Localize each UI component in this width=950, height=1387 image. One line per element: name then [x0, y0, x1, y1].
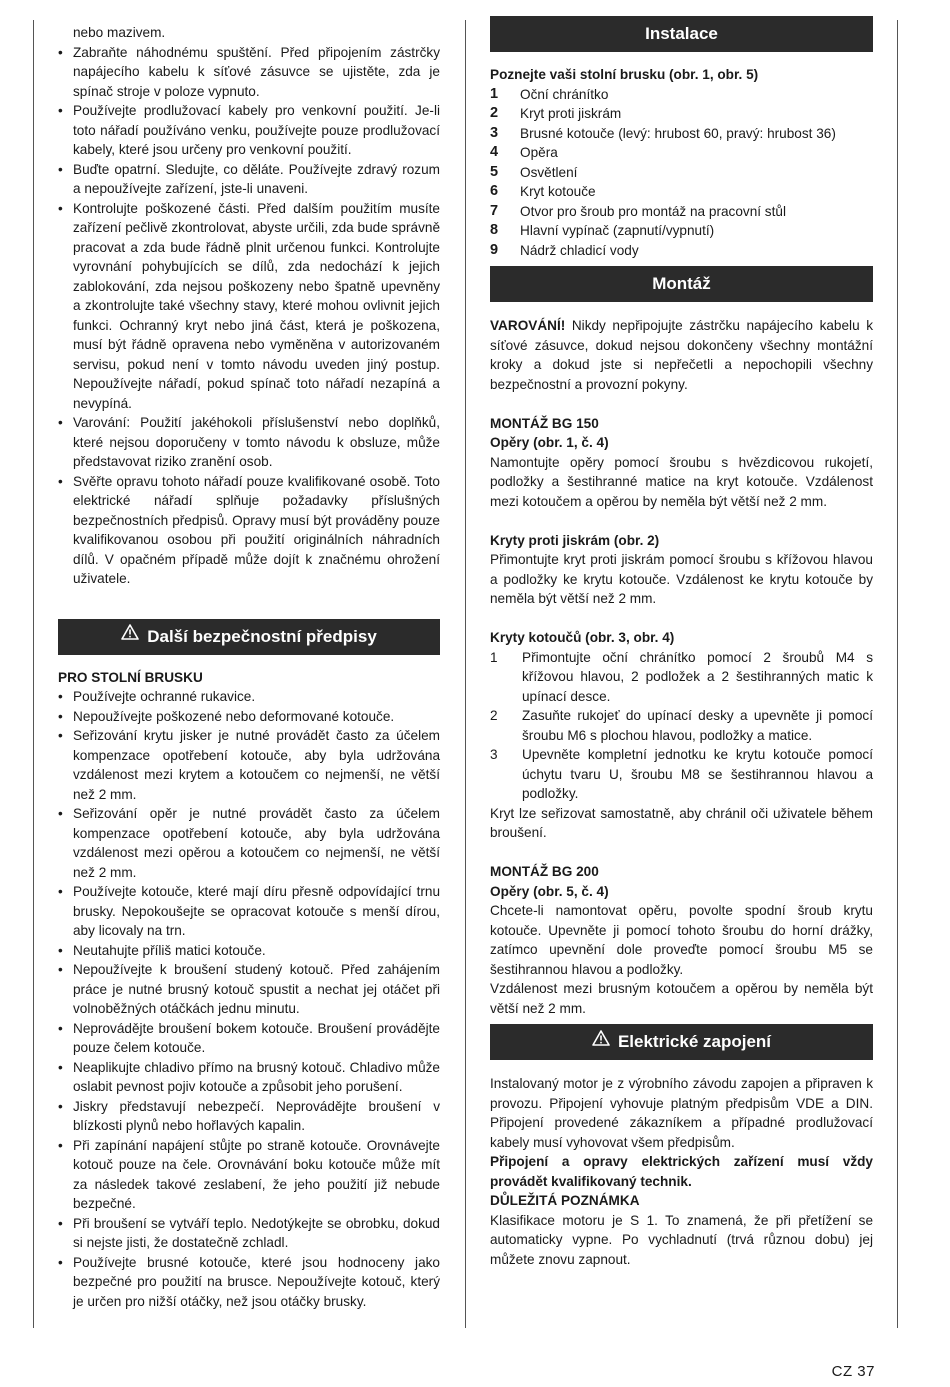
list-item: • Seřizování krytu jisker je nutné provádět často za účelem kompenzace opotřebení kotouče, aby byla udržována vzdálenost mezi krytem a kotoučem co nejmenší, ne větší než 2 mm.: [58, 726, 440, 804]
center-rule: [465, 20, 466, 1328]
section-header-instalace: [490, 16, 873, 52]
list-item: • Při broušení se vytváří teplo. Nedotýkejte se obrobku, dokud si nejste jisti, že dostatečně zchladl.: [58, 1214, 440, 1253]
bg150-opery-heading: Opěry (obr. 1, č. 4): [490, 435, 609, 450]
list-item: • Neaplikujte chladivo přímo na brusný kotouč. Chladivo může oslabit pevnost pojiv kotouče a způsobit jeho porušení.: [58, 1058, 440, 1097]
bg200-text-2: Vzdálenost mezi brusným kotoučem a opěrou by neměla být větší než 2 mm.: [490, 981, 873, 1016]
list-item: 3 Upevněte kompletní jednotku ke krytu kotouče pomocí úchytu tvaru U, šroubu M8 se šestihrannou hlavou a podložky.: [490, 747, 873, 801]
warning-label: VAROVÁNÍ!: [490, 318, 566, 333]
kryty-jiskry-heading: Kryty proti jiskrám (obr. 2): [490, 532, 660, 548]
list-item: 2 Zasuňte rukojeť do upínací desky a upevněte ji pomocí šroubu M6 s plochou hlavou, podložky a matice.: [490, 708, 873, 743]
warning-paragraph: VAROVÁNÍ! Nikdy nepřipojujte zástrčku napájecího kabelu k síťové zásuvce, dokud nejsou dokončeny všechny montážní kroky a dokud jste si nepřečetli a nepochopili všechny bezpečnostní a provozní pokyny.: [490, 318, 873, 392]
bg150-heading: MONTÁŽ BG 150: [490, 415, 599, 431]
parts-heading: Poznejte vaši stolní brusku (obr. 1, obr. 5): [490, 67, 759, 82]
section-title: Montáž: [652, 274, 711, 293]
list-item: • Neutahujte příliš matici kotouče.: [58, 941, 440, 961]
list-item: • Zabraňte náhodnému spuštění. Před připojením zástrčky napájecího kabelu k síťové zásuvce se ujistěte, zda je spínač stroje v poloze vypnuto.: [58, 43, 440, 102]
list-item: • Nepoužívejte poškozené nebo deformované kotouče.: [58, 707, 440, 727]
list-item: • Používejte prodlužovací kabely pro venkovní použití. Je-li toto nářadí používáno venku, používejte pouze prodlužovací kabely, které jsou určeny pro venkovní použití.: [58, 101, 440, 160]
list-item: 1 Oční chránítko: [490, 85, 609, 102]
list-item: 3 Brusné kotouče (levý: hrubost 60, pravý: hrubost 36): [490, 124, 836, 141]
section-title: Další bezpečnostní předpisy: [147, 626, 377, 646]
list-item: 6 Kryt kotouče: [490, 183, 596, 199]
list-item: 8 Hlavní vypínač (zapnutí/vypnutí): [490, 222, 715, 238]
right-margin-rule: [897, 20, 898, 1328]
warning-triangle-icon: [592, 1023, 610, 1059]
list-item: 4 Opěra: [490, 144, 558, 160]
list-item: 5 Osvětlení: [490, 163, 578, 180]
list-item: 1 Přimontujte oční chránítko pomocí 2 šroubů M4 s křížovou hlavou, 2 podložek a 2 šestihranných matic k upínací desce.: [490, 649, 873, 704]
important-note-text: Klasifikace motoru je S 1. To znamená, že při přetížení se automaticky vypne. Po vychladnutí (trvá různou dobu) jej můžete znovu zapnout.: [490, 1212, 873, 1267]
list-item: • Svěřte opravu tohoto nářadí pouze kvalifikované osobě. Toto elektrické nářadí splňuje požadavky příslušných bezpečnostních předpisů. Opravy musí být prováděny pouze kvalifikovanou osobou při použití originálních náhradních dílů. V opačném případě může dojít k značnému ohrožení uživatele.: [58, 472, 440, 589]
list-item: • Kontrolujte poškozené části. Před dalším použitím musíte zařízení pečlivě zkontrolovat, abyste určili, zda bude správně pracovat a zda bude řádně plnit určenou funkci. Kontrolujte vyrovnání pohybujících se dílů, zda nedochází k jejich zablokování, zda nejsou poškozeny nebo špatně upevněny a zkontrolujte také všechny stavy, které mohou ovlivnit jejich funkci. Ochranný kryt nebo jiná část, která je poškozena, musí být řádně opravena nebo vyměněna v autorizovaném servisu, pokud není v tomto návodu uveden jiný postup. Nepoužívejte nářadí, pokud spínač toto nářadí nezapíná a nevypíná.: [58, 199, 440, 414]
warning-triangle-icon: [121, 617, 139, 653]
list-item: • Neprovádějte broušení bokem kotouče. Broušení provádějte pouze čelem kotouče.: [58, 1019, 440, 1058]
kryty-jiskry-text: Přimontujte kryt proti jiskrám pomocí šroubu s křížovou hlavou a podložky ke krytu kotouče. Vzdálenost ke krytu kotouče by neměla být větší než 2 mm.: [490, 552, 873, 606]
electrical-bold-note: Připojení a opravy elektrických zařízení musí vždy provádět kvalifikovaný technik.: [490, 1154, 873, 1189]
grinder-bullet-list: [58, 687, 440, 1311]
list-item: • Varování: Použití jakéhokoli příslušenství nebo doplňků, které nejsou doporučeny v tomto návodu k obsluze, může představovat riziko zranění osob.: [58, 413, 440, 472]
subheading: PRO STOLNÍ BRUSKU: [58, 669, 203, 685]
list-item: 9 Nádrž chladicí vody: [490, 241, 639, 258]
list-item: 7 Otvor pro šroub pro montáž na pracovní stůl: [490, 202, 786, 219]
list-item: • Jiskry představují nebezpečí. Neprovádějte broušení v blízkosti plynů nebo hořlavých kapalin.: [58, 1097, 440, 1136]
bg200-opery-heading: Opěry (obr. 5, č. 4): [490, 883, 609, 899]
section-title: Instalace: [645, 24, 718, 43]
page-number: CZ 37: [831, 1363, 875, 1380]
intro-continuation: nebo mazivem.: [73, 25, 166, 40]
list-item: • Používejte kotouče, které mají díru přesně odpovídající trnu brusky. Nepokoušejte se opracovat kotouče s menší dírou, aby licovaly na trn.: [58, 882, 440, 941]
left-margin-rule: [33, 20, 34, 1328]
list-item: • Používejte brusné kotouče, které jsou hodnoceny jako bezpečné pro použití na brusce. Nepoužívejte kotouč, který je určen pro nižší otáčky, než jsou otáčky brusky.: [58, 1253, 440, 1312]
list-item: • Používejte ochranné rukavice.: [58, 687, 440, 707]
list-item: • Nepoužívejte k broušení studený kotouč. Před zahájením práce je nutné brusný kotouč spustit a nechat jej otáčet při volnoběžných otáčkách jednu minutu.: [58, 960, 440, 1019]
kryty-kotoucu-steps: [490, 648, 873, 804]
kryty-note: Kryt lze seřizovat samostatně, aby chránil oči uživatele během broušení.: [490, 805, 873, 840]
kryty-kotoucu-heading: Kryty kotoučů (obr. 3, obr. 4): [490, 630, 675, 645]
safety-bullet-list: [58, 43, 440, 589]
section-header-dalsi-predpisy: [58, 619, 440, 655]
parts-list: [490, 85, 873, 261]
list-item: • Seřizování opěr je nutné provádět často za účelem kompenzace opotřebení kotouče, aby byla udržována vzdálenost mezi opěrou a kotoučem co nejmenší, ne větší než 2 mm.: [58, 804, 440, 882]
section-header-montaz: [490, 266, 873, 302]
left-column: [58, 23, 440, 1311]
electrical-text: Instalovaný motor je z výrobního závodu zapojen a připraven k provozu. Připojení vyhovuje platným předpisům VDE a DIN. Připojení provedené zákazníkem a případné prodlužovací kabely musí vyhovovat všem předpisům.: [490, 1076, 873, 1150]
list-item: • Při zapínání napájení stůjte po straně kotouče. Orovnávejte kotouč pouze na čele. Orovnávání boku kotouče může mít za následek takové zeslabení, že jeho použití již nebude bezpečné.: [58, 1136, 440, 1214]
list-item: 2 Kryt proti jiskrám: [490, 105, 622, 121]
bg200-heading: MONTÁŽ BG 200: [490, 864, 599, 879]
right-column: [490, 16, 873, 1269]
bg200-text-1: Chcete-li namontovat opěru, povolte spodní šroub krytu kotouče. Upevněte ji pomocí tohoto šroubu do horní drážky, zatímco upevnění dole proveďte pomocí šroubu M5 se šestihrannou hlavou a podložky.: [490, 903, 873, 977]
bg150-opery-text: Namontujte opěry pomocí šroubu s hvězdicovou rukojetí, podložky a šestihranné matice na kryt kotouče. Vzdálenost mezi kotoučem a opěrou by neměla být větší než 2 mm.: [490, 454, 873, 509]
important-note-heading: DŮLEŽITÁ POZNÁMKA: [490, 1193, 640, 1208]
section-title: Elektrické zapojení: [617, 1032, 772, 1051]
section-header-elektricke: [490, 1024, 873, 1060]
list-item: • Buďte opatrní. Sledujte, co děláte. Používejte zdravý rozum a nepoužívejte zařízení, jste-li unaveni.: [58, 160, 440, 199]
